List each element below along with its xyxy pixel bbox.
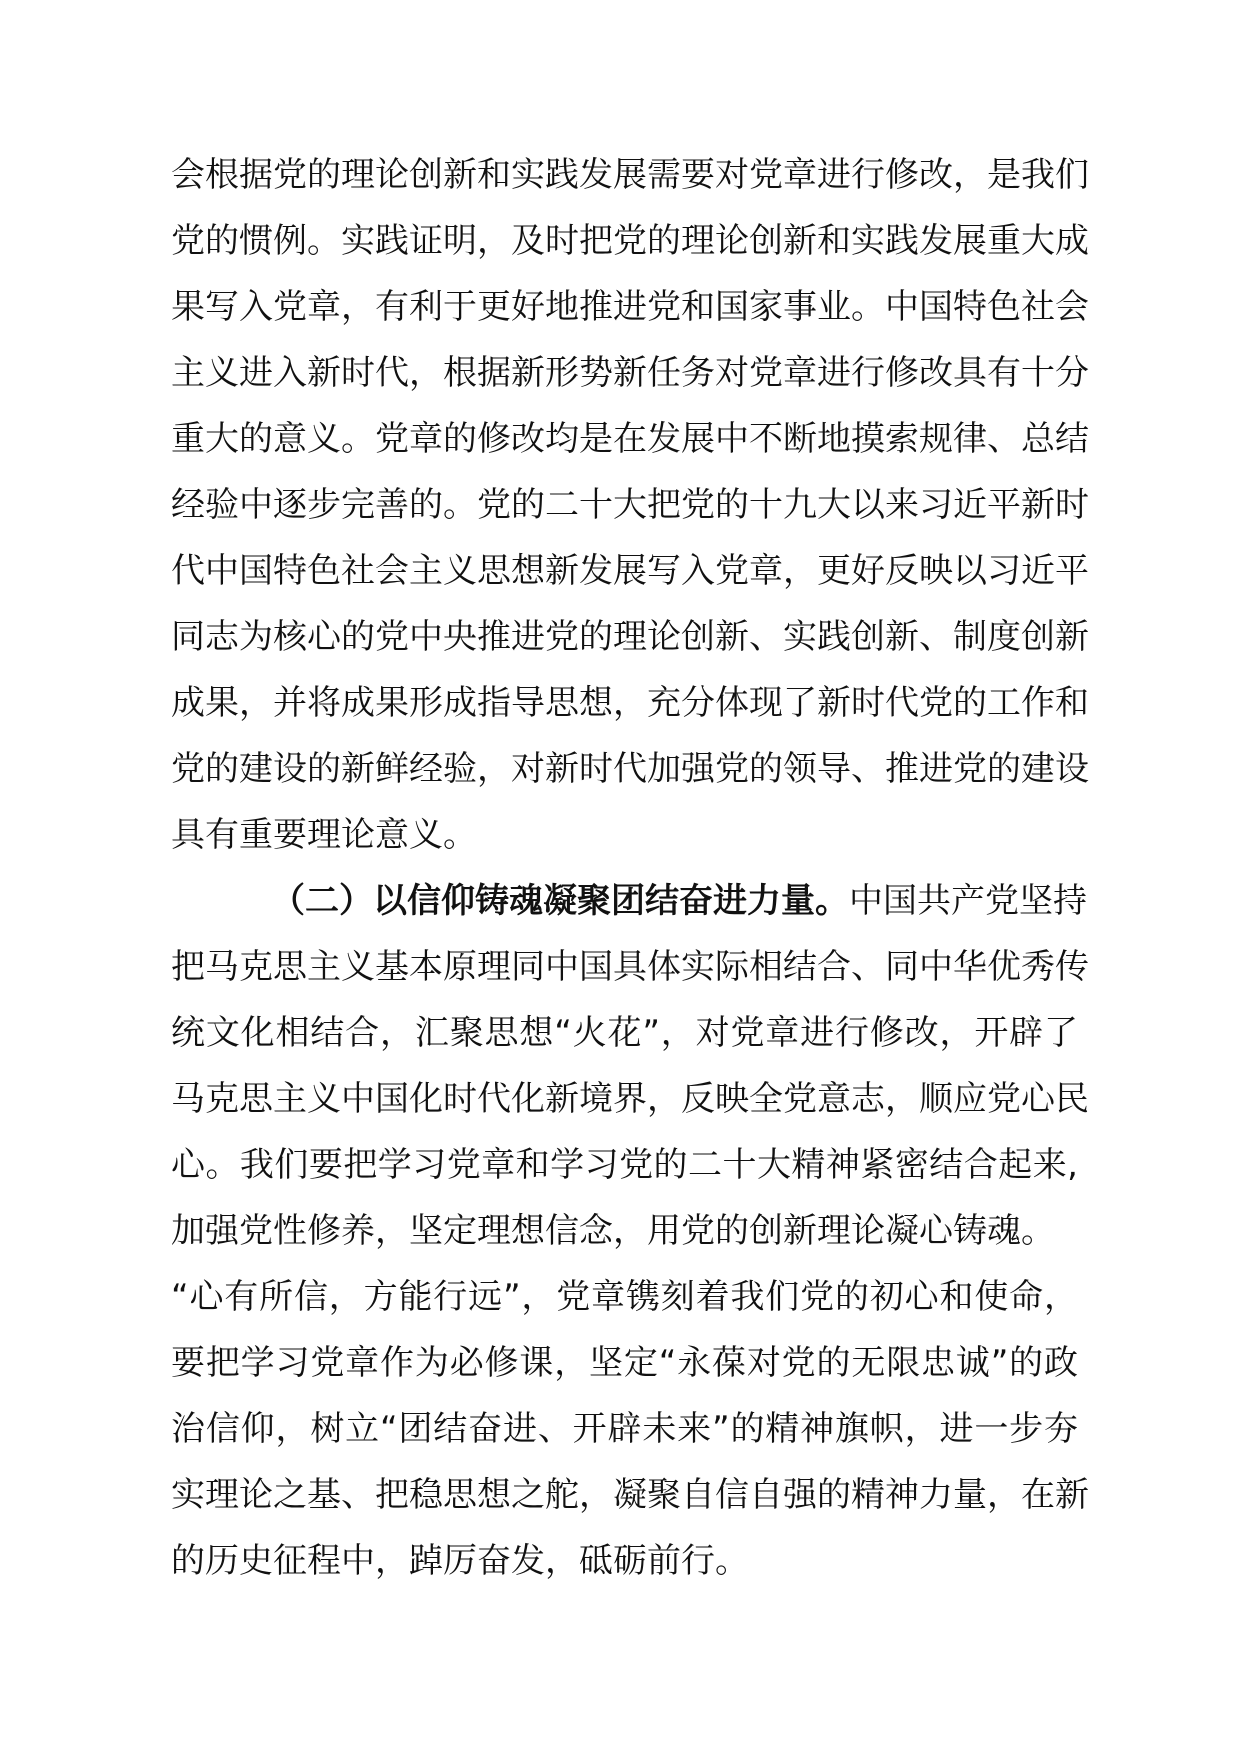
document-body bbox=[171, 142, 1089, 1594]
text-line: 重大的意义。党章的修改均是在发展中不断地摸索规律、总结 bbox=[171, 419, 1089, 459]
text-line: 统文化相结合，汇聚思想“火花”，对党章进行修改，开辟了 bbox=[171, 1013, 1078, 1053]
text-line: 心。我们要把学习党章和学习党的二十大精神紧密结合起来, bbox=[171, 1145, 1078, 1185]
text-line: 加强党性修养，坚定理想信念，用党的创新理论凝心铸魂。 bbox=[171, 1211, 1055, 1251]
text-line: 党的惯例。实践证明，及时把党的理论创新和实践发展重大成 bbox=[171, 221, 1089, 261]
text-line: 的历史征程中，踔厉奋发，砥砺前行。 bbox=[171, 1541, 749, 1581]
text-line: 把马克思主义基本原理同中国具体实际相结合、同中华优秀传 bbox=[171, 947, 1089, 987]
text-line: 经验中逐步完善的。党的二十大把党的十九大以来习近平新时 bbox=[171, 485, 1089, 525]
text-line: 果写入党章，有利于更好地推进党和国家事业。中国特色社会 bbox=[171, 287, 1089, 327]
text-line: “心有所信，方能行远”，党章镌刻着我们党的初心和使命， bbox=[171, 1277, 1078, 1317]
text-line: 要把学习党章作为必修课，坚定“永葆对党的无限忠诚”的政 bbox=[171, 1343, 1078, 1383]
text-line: 会根据党的理论创新和实践发展需要对党章进行修改，是我们 bbox=[171, 155, 1089, 195]
paragraph-2-first-line bbox=[171, 868, 1087, 934]
section-heading: （二）以信仰铸魂凝聚团结奋进力量。 bbox=[271, 881, 849, 921]
text-line: 主义进入新时代，根据新形势新任务对党章进行修改具有十分 bbox=[171, 353, 1089, 393]
text-line: 马克思主义中国化时代化新境界，反映全党意志，顺应党心民 bbox=[171, 1079, 1089, 1119]
text-line: 党的建设的新鲜经验，对新时代加强党的领导、推进党的建设 bbox=[171, 749, 1089, 789]
text-line: 代中国特色社会主义思想新发展写入党章，更好反映以习近平 bbox=[171, 551, 1089, 591]
text-run: 中国共产党坚持 bbox=[849, 881, 1087, 921]
text-line: 治信仰，树立“团结奋进、开辟未来”的精神旗帜，进一步夯 bbox=[171, 1409, 1078, 1449]
text-line: 成果，并将成果形成指导思想，充分体现了新时代党的工作和 bbox=[171, 683, 1089, 723]
text-line: 具有重要理论意义。 bbox=[171, 815, 477, 855]
text-line: 实理论之基、把稳思想之舵，凝聚自信自强的精神力量，在新 bbox=[171, 1475, 1089, 1515]
paragraph-2 bbox=[171, 868, 1089, 1594]
text-line: 同志为核心的党中央推进党的理论创新、实践创新、制度创新 bbox=[171, 617, 1089, 657]
paragraph-1 bbox=[171, 142, 1089, 868]
